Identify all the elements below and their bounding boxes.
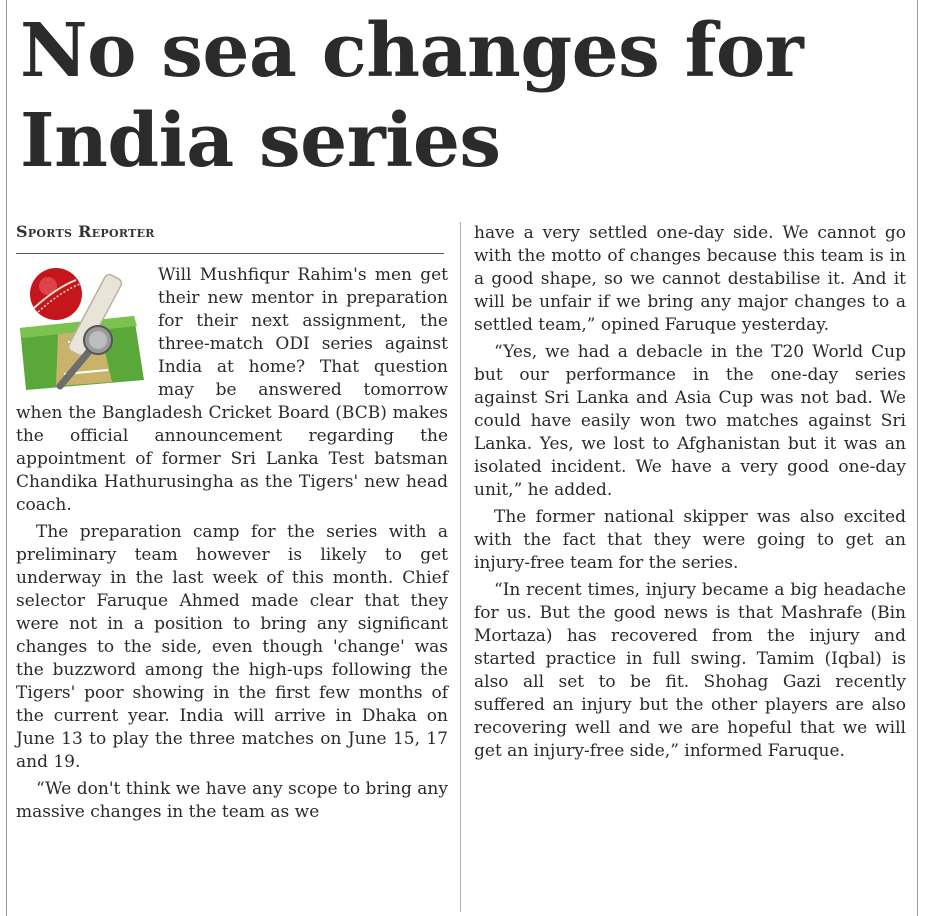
paragraph: “Yes, we had a debacle in the T20 World Cup but our performance in the one-day series against Sri Lanka and Asia Cup was not bad. We could have easily won two matches against Sri Lanka. Yes, we lost to Afghanistan but it was an isolated incident. We have a very good one-day unit,” he added.: [474, 342, 906, 500]
headline: No sea changes for India series: [20, 8, 804, 184]
byline: Sports Reporter: [16, 222, 155, 241]
paragraph: have a very settled one-day side. We cannot go with the motto of changes because this team is in a good shape, so we cannot destabilise it. And it will be unfair if we bring any major changes to a settled team,” opined Faruque yesterday.: [474, 223, 906, 335]
paragraph: The former national skipper was also excited with the fact that they were going to get an injury-free team for the series.: [474, 507, 906, 573]
article-column-right: [474, 222, 906, 767]
cricket-ball-bat-microphone-icon: [16, 264, 148, 396]
byline-rule: [16, 253, 444, 254]
page-left-rule: [6, 0, 7, 916]
article-column-left: [16, 264, 448, 828]
paragraph: “We don't think we have any scope to bring any massive changes in the team as we: [16, 779, 448, 822]
page-right-rule: [917, 0, 918, 916]
paragraph: “In recent times, injury became a big headache for us. But the good news is that Mashrafe (Bin Mortaza) has recovered from the injury and started practice in full swing. Tamim (Iqbal) is also all set to be fit. Shohag Gazi recently suffered an injury but the other players are also recovering well and we are hopeful that we will get an injury-free side,” informed Faruque.: [474, 580, 906, 761]
paragraph: Will Mushfiqur Rahim's men get their new mentor in preparation for their next assignment, the three-match ODI series against India at home? That question may be answered tomorrow when the Bangladesh Cricket Board (BCB) makes the official announcement regarding the appointment of former Sri Lanka Test batsman Chandika Hathurusingha as the Tigers' new head coach.: [16, 265, 448, 515]
column-divider: [460, 222, 461, 912]
paragraph: The preparation camp for the series with a preliminary team however is likely to get underway in the last week of this month. Chief selector Faruque Ahmed made clear that they were not in a position to bring any significant changes to the side, even though 'change' was the buzzword among the high-ups following the Tigers' poor showing in the first few months of the current year. India will arrive in Dhaka on June 13 to play the three matches on June 15, 17 and 19.: [16, 522, 448, 772]
